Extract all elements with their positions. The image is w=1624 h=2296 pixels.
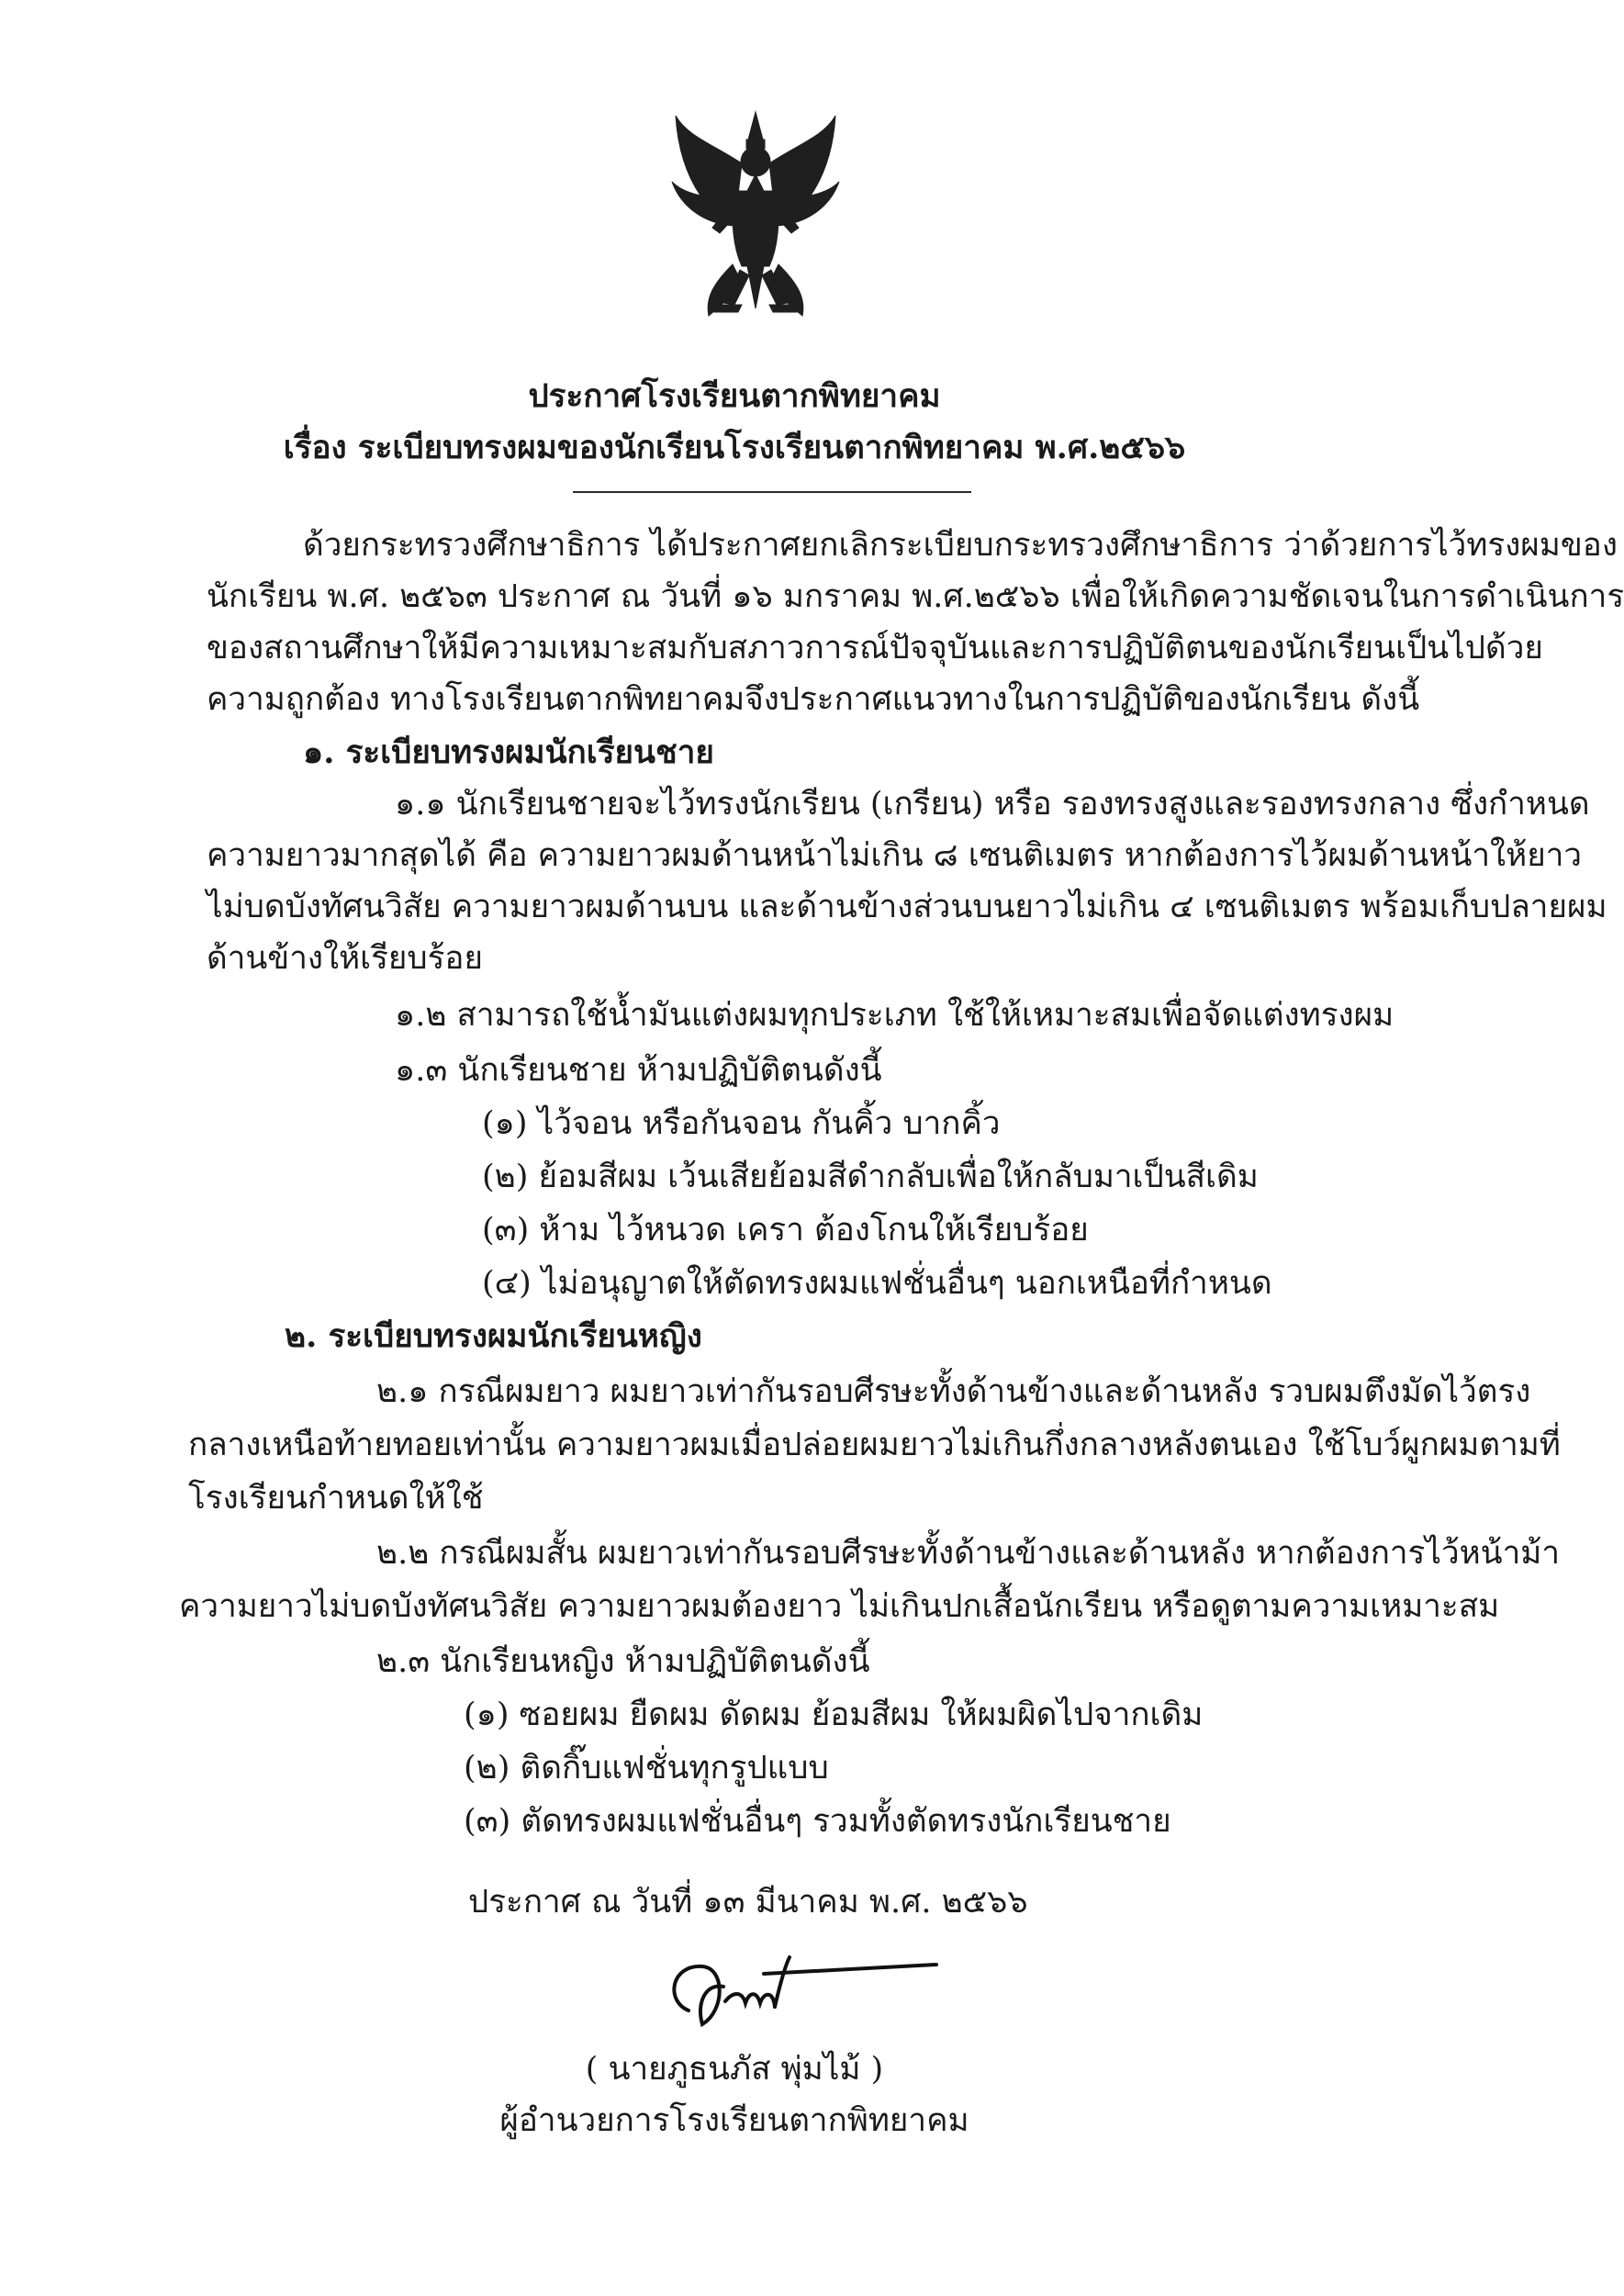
- rule-2-1-line-1: ๒.๑ กรณีผมยาว ผมยาวเท่ากันรอบศีรษะทั้งด้านข้างและด้านหลัง รวบผมตึงมัดไว้ตรง: [376, 1373, 1531, 1410]
- rule-1-3: ๑.๓ นักเรียนชาย ห้ามปฏิบัติตนดังนี้: [395, 1052, 882, 1089]
- rule-1-1-line-3: ไม่บดบังทัศนวิสัย ความยาวผมด้านบน และด้านข้างส่วนบนยาวไม่เกิน ๔ เซนติเมตร พร้อมเก็บปลายผม: [207, 889, 1607, 925]
- intro-line-1: ด้วยกระทรวงศึกษาธิการ ได้ประกาศยกเลิกระเบียบกระทรวงศึกษาธิการ ว่าด้วยการไว้ทรงผมของ: [303, 527, 1618, 564]
- intro-line-4: ความถูกต้อง ทางโรงเรียนตากพิทยาคมจึงประกาศแนวทางในการปฏิบัติของนักเรียน ดังนี้: [207, 681, 1420, 718]
- section-2-heading: ๒. ระเบียบทรงผมนักเรียนหญิง: [285, 1317, 702, 1355]
- section-1-heading: ๑. ระเบียบทรงผมนักเรียนชาย: [303, 734, 714, 771]
- rule-1-3-item-2: (๒) ย้อมสีผม เว้นเสียย้อมสีดำกลับเพื่อให้กลับมาเป็นสีเดิม: [482, 1159, 1259, 1195]
- intro-line-2: นักเรียน พ.ศ. ๒๕๖๓ ประกาศ ณ วันที่ ๑๖ มกราคม พ.ศ.๒๕๖๖ เพื่อให้เกิดความชัดเจนในการดำเนินการ: [207, 578, 1624, 615]
- director-title: ผู้อำนวยการโรงเรียนตากพิทยาคม: [499, 2102, 969, 2139]
- rule-2-2-line-1: ๒.๒ กรณีผมสั้น ผมยาวเท่ากันรอบศีรษะทั้งด้านข้างและด้านหลัง หากต้องการไว้หน้าม้า: [376, 1535, 1560, 1572]
- announcement-date: ประกาศ ณ วันที่ ๑๓ มีนาคม พ.ศ. ๒๕๖๖: [468, 1884, 1028, 1921]
- announcement-subject: เรื่อง ระเบียบทรงผมของนักเรียนโรงเรียนตากพิทยาคม พ.ศ.๒๕๖๖: [283, 429, 1186, 466]
- rule-1-3-item-3: (๓) ห้าม ไว้หนวด เครา ต้องโกนให้เรียบร้อย: [482, 1212, 1089, 1249]
- director-signature: [661, 1946, 955, 2047]
- rule-2-3-item-1: (๑) ซอยผม ยืดผม ดัดผม ย้อมสีผม ให้ผมผิดไปจากเดิม: [464, 1697, 1204, 1733]
- rule-1-1-line-2: ความยาวมากสุดได้ คือ ความยาวผมด้านหน้าไม่เกิน ๘ เซนติเมตร หากต้องการไว้ผมด้านหน้าให้ยาว: [207, 837, 1583, 874]
- rule-2-3-item-2: (๒) ติดกิ๊บแฟชั่นทุกรูปแบบ: [464, 1750, 829, 1786]
- announcement-title: ประกาศโรงเรียนตากพิทยาคม: [528, 377, 941, 415]
- rule-1-1-line-1: ๑.๑ นักเรียนชายจะไว้ทรงนักเรียน (เกรียน) หรือ รองทรงสูงและรองทรงกลาง ซึ่งกำหนด: [395, 786, 1590, 823]
- intro-line-3: ของสถานศึกษาให้มีความเหมาะสมกับสภาวการณ์ปัจจุบันและการปฏิบัติตนของนักเรียนเป็นไปด้วย: [207, 630, 1543, 666]
- rule-1-1-line-4: ด้านข้างให้เรียบร้อย: [207, 940, 483, 977]
- garuda-emblem-icon: [668, 108, 843, 329]
- rule-2-1-line-3: โรงเรียนกำหนดให้ใช้: [188, 1480, 484, 1517]
- rule-2-3: ๒.๓ นักเรียนหญิง ห้ามปฏิบัติตนดังนี้: [376, 1643, 870, 1680]
- rule-1-3-item-1: (๑) ไว้จอน หรือกันจอน กันคิ้ว บากคิ้ว: [482, 1105, 1001, 1142]
- rule-2-1-line-2: กลางเหนือท้ายทอยเท่านั้น ความยาวผมเมื่อปล่อยผมยาวไม่เกินกึ่งกลางหลังตนเอง ใช้โบว์ผูกผมตามที่: [188, 1427, 1561, 1463]
- rule-2-2-line-2: ความยาวไม่บดบังทัศนวิสัย ความยาวผมต้องยาว ไม่เกินปกเสื้อนักเรียน หรือดูตามความเหมาะสม: [179, 1588, 1500, 1625]
- director-name: ( นายภูธนภัส พุ่มไม้ ): [585, 2051, 884, 2088]
- rule-1-3-item-4: (๔) ไม่อนุญาตให้ตัดทรงผมแฟชั่นอื่นๆ นอกเหนือที่กำหนด: [482, 1265, 1272, 1302]
- title-divider: [573, 491, 971, 493]
- rule-1-2: ๑.๒ สามารถใช้น้ำมันแต่งผมทุกประเภท ใช้ให้เหมาะสมเพื่อจัดแต่งทรงผม: [395, 997, 1394, 1034]
- rule-2-3-item-3: (๓) ตัดทรงผมแฟชั่นอื่นๆ รวมทั้งตัดทรงนักเรียนชาย: [464, 1803, 1171, 1840]
